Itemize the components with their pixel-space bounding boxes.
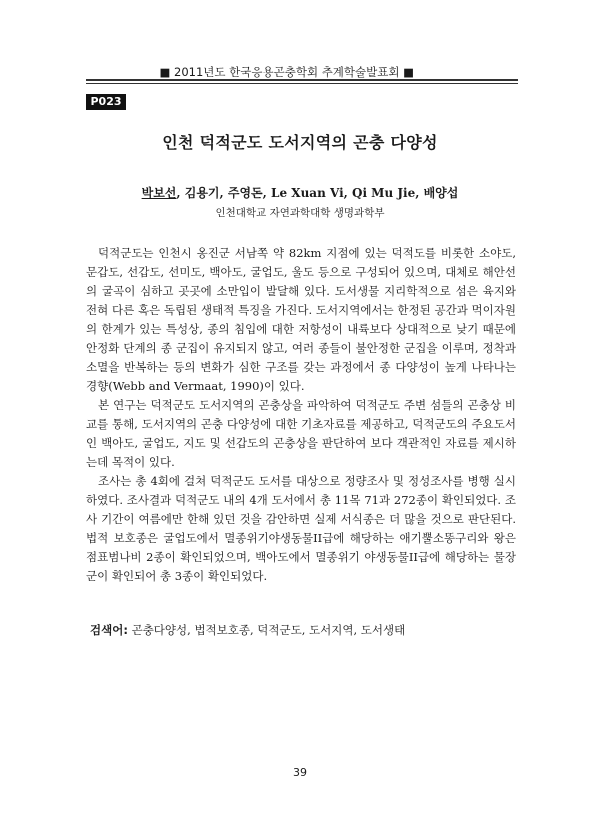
co-authors: , 김용기, 주영돈, Le Xuan Vi, Qi Mu Jie, 배양섭: [176, 186, 459, 200]
presenting-author: 박보선: [141, 186, 177, 200]
abstract-paragraph-1: 덕적군도는 인천시 옹진군 서남쪽 약 82km 지점에 있는 덕적도를 비롯한 소야도, 문갑도, 선갑도, 선미도, 백아도, 굴업도, 울도 등으로 구성되어 있으며, 대체로 해안선의 굴곡이 심하고 곳곳에 소만입이 발달해 있다. 도서생물 지리학적으로 섬은 육지와 전혀 다른 혹은 독립된 생태적 특징을 가진다. 도서지역에서는 한정된 공간과 먹이자원의 한계가 있는 특성상, 종의 침입에 대한 저항성이 내륙보다 상대적으로 낮기 때문에 안정화 단계의 종 군집이 유지되지 않고, 여러 종들이 불안정한 군집을 이루며, 정착과 소멸을 반복하는 등의 변화가 심한 구조를 갖는 과정에서 종 다양성이 높게 나타나는 경향(Webb and Vermaat, 1990)이 있다.: [86, 246, 516, 393]
poster-id-badge: P023: [86, 94, 126, 110]
header-rule-thin: [86, 83, 518, 84]
conference-header: ■ 2011년도 한국응용곤충학회 추계학술발표회 ■: [159, 65, 414, 79]
paper-title: 인천 덕적군도 도서지역의 곤충 다양성: [162, 133, 438, 152]
abstract-paragraph-3: 조사는 총 4회에 걸쳐 덕적군도 도서를 대상으로 정량조사 및 정성조사를 병행 실시하였다. 조사결과 덕적군도 내의 4개 도서에서 총 11목 71과 272종이 확인되었다. 조사 기간이 여름에만 한해 있던 것을 감안하면 실제 서식종은 더 많을 것으로 판단된다. 법적 보호종은 굴업도에서 멸종위기야생동물II급에 해당하는 애기뿔소똥구리와 왕은점표범나비 2종이 확인되었으며, 백아도에서 멸종위기 야생동물II급에 해당하는 물장군이 확인되어 총 3종이 확인되었다.: [86, 474, 516, 583]
keywords-value: 곤충다양성, 법적보호종, 덕적군도, 도서지역, 도서생태: [127, 623, 406, 637]
keywords-label: 검색어:: [90, 623, 128, 637]
abstract-body: [86, 244, 516, 586]
keywords-line: [90, 622, 520, 638]
author-list: [0, 184, 600, 201]
affiliation: 인천대학교 자연과학대학 생명과학부: [215, 207, 385, 219]
page-number: 39: [293, 766, 307, 779]
header-rule-thick: [86, 79, 518, 81]
abstract-paragraph-2: 본 연구는 덕적군도 도서지역의 곤충상을 파악하여 덕적군도 주변 섬들의 곤충상 비교를 통해, 도서지역의 곤충 다양성에 대한 기초자료를 제공하고, 덕적군도의 주요도서인 백아도, 굴업도, 지도 및 선갑도의 곤충상을 판단하여 보다 객관적인 자료를 제시하는데 목적이 있다.: [86, 398, 516, 469]
